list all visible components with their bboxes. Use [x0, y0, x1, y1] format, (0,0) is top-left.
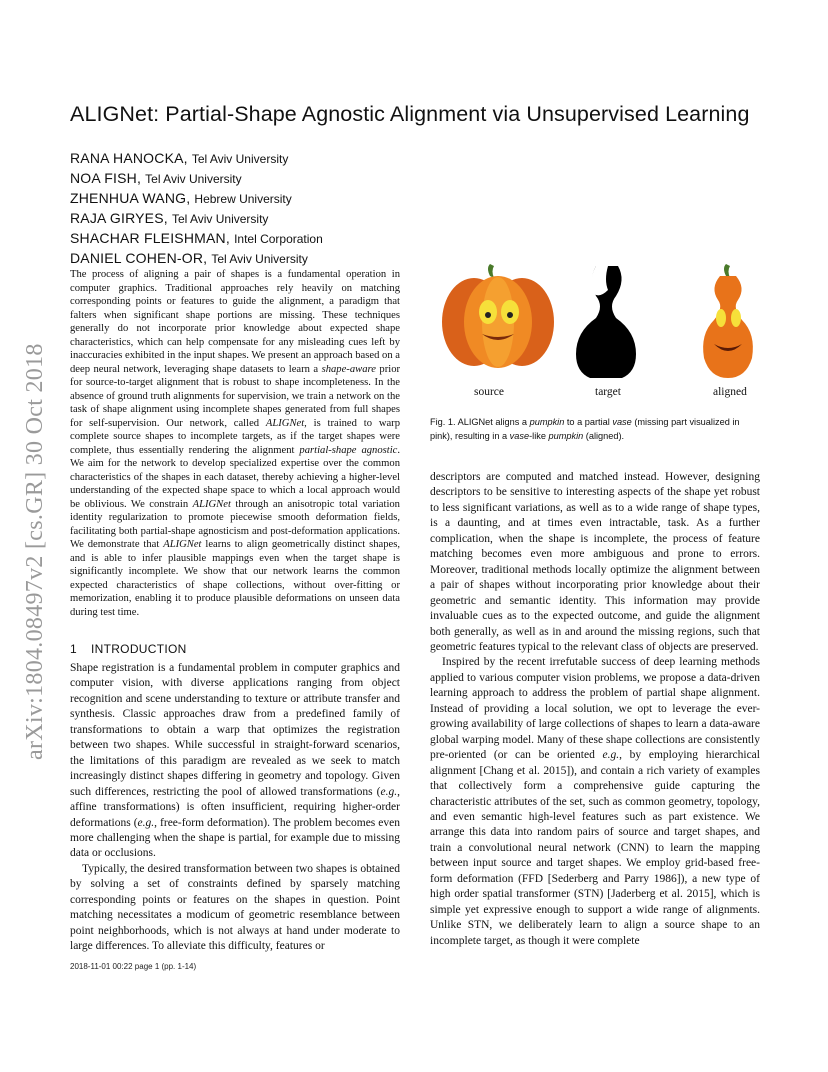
section-title: INTRODUCTION: [90, 642, 187, 656]
author-affiliation: Tel Aviv University: [171, 211, 269, 226]
author-affiliation: Tel Aviv University: [191, 152, 289, 166]
abstract-text: through an anisotropic total variation identity regularization to promote piecewise smooth deformation fields, facilitating both partial-shape agnosticism and post-deformation applications. We demonstrate that: [70, 498, 400, 550]
intro-right-column: [430, 470, 760, 949]
intro-left-column: [70, 661, 400, 955]
abstract-emphasis: ALIGNet: [163, 539, 202, 550]
author-affiliation: Tel Aviv University: [145, 171, 242, 186]
paragraph-emphasis: e.g.: [380, 785, 398, 798]
caption-emphasis: vase: [509, 430, 530, 441]
figure-1: [430, 262, 760, 402]
author-affiliation: Tel Aviv University: [211, 251, 308, 266]
author-name: RANA HANOCKA,: [70, 150, 188, 166]
abstract-emphasis: ALIGNet: [265, 417, 305, 429]
aligned-pumpkin-image: [703, 264, 753, 378]
figure-label-target: target: [595, 386, 621, 398]
paragraph-emphasis: e.g.: [602, 749, 620, 762]
figure-caption: [430, 416, 760, 443]
caption-emphasis: vase: [612, 417, 632, 427]
abstract-emphasis: shape-aware: [321, 363, 376, 375]
abstract: [70, 268, 400, 619]
paragraph: [430, 655, 760, 949]
caption-text: (aligned).: [583, 430, 625, 441]
abstract-text: The process of aligning a pair of shapes is a fundamental operation in computer graphics. Traditional approaches rely heavily on matching corresponding points or features to guide the alignment, a paradigm that falters when significant shape portions are missing. These techniques generally do not incorporate prior knowledge about expected shape characteristics, which can help compensate for any misleading cues left by inaccuracies exhibited in the input shapes. We present an approach based on a deep neural network, leveraging shape datasets to learn a: [70, 269, 400, 375]
author-entry: [70, 249, 323, 269]
figure-illustration: [430, 262, 760, 382]
section-number: 1: [70, 642, 77, 656]
paragraph-text: Shape registration is a fundamental problem in computer graphics and computer vision, with diverse applications ranging from object recognition and scene understanding to texture or attribute transfer and synthesis. Classic approaches draw from a predefined family of transformations to obtain a warp that optimizes the registration between two shapes. While successful in straight-forward scenarios, the limitations of this paradigm are revealed as we seek to match increasingly distinct shapes differing in geometry and topology. Given such differences, restricting the pool of allowed transformations (: [70, 662, 400, 798]
paragraph: [70, 661, 400, 862]
page-footer: 2018-11-01 00:22 page 1 (pp. 1-14): [70, 962, 197, 971]
abstract-text: , is trained to warp complete source shapes to incomplete targets, as if the target shapes were complete, thus essentially rendering the alignment: [70, 417, 400, 456]
author-list: [70, 149, 323, 268]
abstract-emphasis: partial-shape agnostic: [299, 444, 398, 456]
caption-text: to a partial: [564, 417, 613, 427]
author-name: ZHENHUA WANG,: [70, 189, 191, 206]
abstract-text: . We aim for the network to develop specialized expertise over the common characteristics of the shapes in each dataset, thereby achieving a higher-level understanding of the expected shape space to which a local approach would be oblivious. We constrain: [70, 444, 401, 510]
author-name: DANIEL COHEN-OR,: [70, 249, 208, 266]
paragraph: Typically, the desired transformation between two shapes is obtained by solving a set of constraints defined by sparsely matching corresponding points or features on the shapes in question. Point matching necessitates a modicum of geometric resemblance between point neighborhoods, which is not always at hand under moderate to large differences. To alleviate this difficulty, features or: [70, 862, 400, 953]
author-name: NOA FISH,: [70, 169, 142, 186]
caption-text: (missing part visualized in pink), resulting in a: [430, 417, 740, 441]
author-entry: [70, 149, 323, 169]
author-entry: [70, 229, 323, 249]
paragraph-text: Inspired by the recent irrefutable success of deep learning methods applied to various computer vision problems, we propose a data-driven learning approach to address the problem of partial shape alignment. Instead of providing a local solution, we opt to leverage the ever-growing availability of large collections of shapes to learn a data-aware global warping model. Many of these shape collections are consistently pre-oriented (or can be oriented: [430, 656, 760, 762]
paper-title: ALIGNet: Partial-Shape Agnostic Alignment via Unsupervised Learning: [70, 102, 750, 126]
author-name: RAJA GIRYES,: [70, 209, 168, 226]
author-entry: [70, 189, 323, 209]
abstract-text: learns to align geometrically distinct shapes, and is able to infer plausible mappings even when the target shape is significantly incomplete. We show that our network learns the common expected characteristics of shape collections, without over-fitting or memorization, enabling it to produce plausible deformations on unseen data during test time.: [70, 539, 400, 618]
abstract-emphasis: ALIGNet: [192, 498, 231, 510]
caption-text: Fig. 1. ALIGNet aligns a: [430, 417, 530, 427]
author-entry: [70, 169, 323, 189]
caption-emphasis: pumpkin: [529, 417, 565, 427]
arxiv-stamp: arXiv:1804.08497v2 [cs.GR] 30 Oct 2018: [22, 343, 48, 760]
author-affiliation: Intel Corporation: [234, 231, 323, 246]
paragraph-text: , free-form deformation). The problem becomes even more challenging when the shape is partial, for example due to missing data or occlusions.: [70, 816, 400, 860]
author-entry: [70, 209, 323, 229]
figure-label-source: source: [474, 386, 505, 398]
caption-emphasis: pumpkin: [548, 430, 584, 441]
paragraph-emphasis: e.g.: [137, 816, 155, 829]
abstract-text: prior for source-to-target alignment that is robust to shape incompleteness. In the absence of ground truth alignments for supervision, we train a network on the task of shape alignment using incomplete shapes generated from full shapes for self-supervision. Our network, called: [70, 363, 401, 429]
paragraph: descriptors are computed and matched instead. However, designing descriptors to be sensitive to interesting aspects of the shape yet robust to less significant variations, as well as to a wide range of shape types, is a daunting, and at times even intractable, task. As a further complication, when the shape is incomplete, the process of feature matching becomes even more ambiguous and prone to errors. Moreover, traditional methods locally optimize the alignment between a pair of shapes without incorporating prior knowledge about their geometric and semantic identity. This information may provide invaluable cues as to the expected outcome, and guide the alignment both generally, as well as in and around the missing regions, such that geometric features typical to the relevant class of objects are preserved.: [430, 471, 760, 653]
target-vase-image: [576, 266, 636, 378]
figure-label-aligned: aligned: [713, 386, 747, 398]
paragraph-text: , affine transformations) is often insufficient, requiring higher-order deformations (: [70, 785, 400, 829]
author-name: SHACHAR FLEISHMAN,: [70, 229, 230, 246]
caption-text: -like: [529, 430, 549, 441]
paragraph-text: , by employing hierarchical alignment [Chang et al. 2015]), and contain a rich variety of examples that collectively form a comprehensive guide capturing the characteristic attributes of the set, such as common geometry, topology, and even semantic high-level features such as part existence. We arrange this data into random pairs of source and target shapes, and train a convolutional neural network (CNN) to learn the mapping between input source and target shapes. We employ grid-based free-form deformation (FFD [Sederberg and Parry 1986]), a new type of high order spatial transformer (STN) [Jaderberg et al. 2015], which is simple yet expressive enough to support a wide range of alignments. Unlike STN, we deliberately learn to align a source shape to an incomplete target, as though it were complete: [430, 749, 760, 947]
author-affiliation: Hebrew University: [194, 191, 292, 206]
source-pumpkin-image: [442, 264, 554, 368]
section-heading: [70, 642, 187, 656]
